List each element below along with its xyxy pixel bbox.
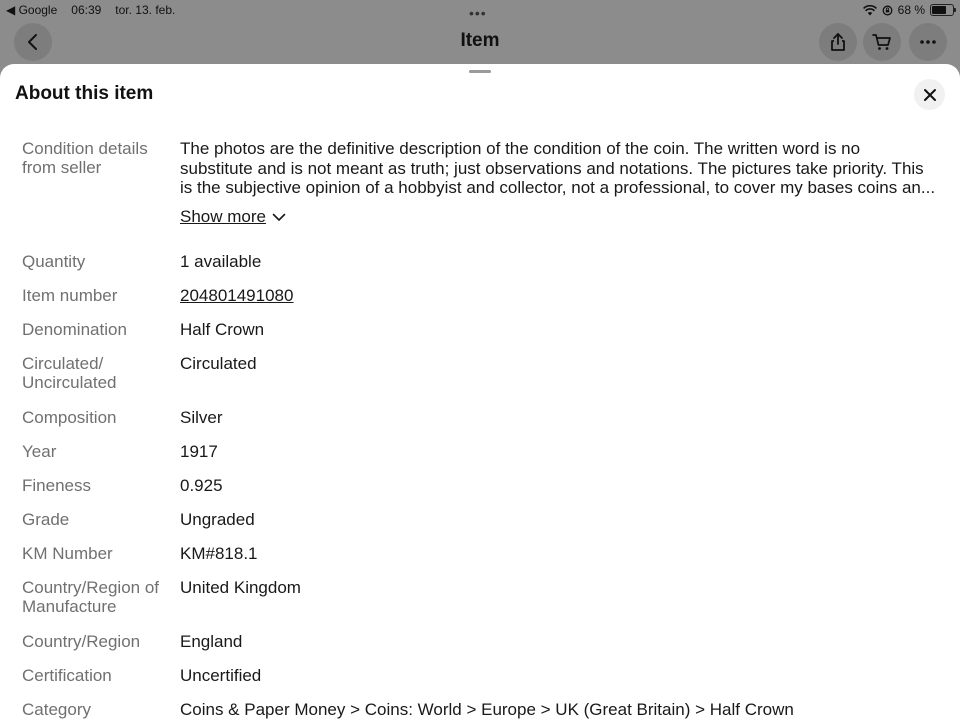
category-breadcrumb[interactable]: Coins & Paper Money > Coins: World > Europe > UK (Great Britain) > Half Crown: [180, 700, 794, 719]
close-button[interactable]: [914, 79, 945, 110]
spec-value: England: [180, 632, 243, 651]
status-bar: [0, 0, 960, 20]
spec-value: 0.925: [180, 476, 223, 495]
item-number-link[interactable]: 204801491080: [180, 286, 294, 305]
orientation-lock-icon: [882, 5, 893, 16]
share-icon: [829, 32, 847, 52]
spec-value: Ungraded: [180, 510, 255, 529]
close-icon: [923, 88, 937, 102]
show-more-label: Show more: [180, 207, 266, 226]
spec-label: Category: [22, 700, 91, 719]
spec-value: United Kingdom: [180, 578, 301, 597]
more-options-button[interactable]: [909, 23, 947, 61]
spec-value: Uncertified: [180, 666, 262, 685]
condition-line: is the subjective opinion of a hobbyist and collector, not a professional, to cover my bases coins an...: [180, 178, 936, 197]
spec-label: KM Number: [22, 544, 113, 563]
condition-line: The photos are the definitive description of the condition of the coin. The written word is no: [180, 139, 861, 158]
spec-label: Certification: [22, 666, 112, 685]
spec-label: Country/Region of Manufacture: [22, 578, 160, 616]
chevron-down-icon: [272, 213, 286, 222]
condition-description: [180, 139, 940, 198]
nav-bar: [0, 20, 960, 64]
condition-line: substitute and is not meant as truth; just observations and notations. The pictures take priority. This: [180, 158, 924, 178]
spec-value: Half Crown: [180, 320, 265, 339]
spec-value: 1 available: [180, 252, 262, 271]
page-title: Item: [460, 30, 500, 51]
ellipsis-icon: [919, 39, 937, 45]
status-time: 06:39: [71, 3, 102, 17]
cart-icon: [872, 33, 892, 51]
back-to-app-link[interactable]: ◀ Google: [6, 3, 58, 17]
multitask-dots-icon[interactable]: •••: [469, 5, 487, 21]
spec-value: Circulated: [180, 354, 257, 373]
spec-value: 1917: [180, 442, 218, 461]
battery-icon: [930, 4, 954, 16]
show-more-button[interactable]: [180, 207, 286, 227]
battery-percent: 68 %: [897, 3, 925, 17]
about-item-sheet: [0, 64, 960, 720]
wifi-icon: [863, 5, 877, 16]
share-button[interactable]: [819, 23, 857, 61]
spec-value: Silver: [180, 408, 223, 427]
condition-label: Condition details from seller: [22, 139, 148, 177]
sheet-title: About this item: [15, 83, 154, 104]
spec-value: KM#818.1: [180, 544, 258, 563]
spec-label: Denomination: [22, 320, 127, 339]
spec-label: Composition: [22, 408, 117, 427]
spec-label: Fineness: [22, 476, 91, 495]
cart-button[interactable]: [863, 23, 901, 61]
spec-label: Item number: [22, 286, 118, 305]
sheet-grabber-handle[interactable]: [469, 70, 491, 73]
spec-label: Country/Region: [22, 632, 141, 651]
status-date: tor. 13. feb.: [115, 3, 176, 17]
spec-label: Circulated/ Uncirculated: [22, 354, 117, 392]
spec-label: Grade: [22, 510, 70, 529]
spec-label: Year: [22, 442, 57, 461]
spec-label: Quantity: [22, 252, 86, 271]
